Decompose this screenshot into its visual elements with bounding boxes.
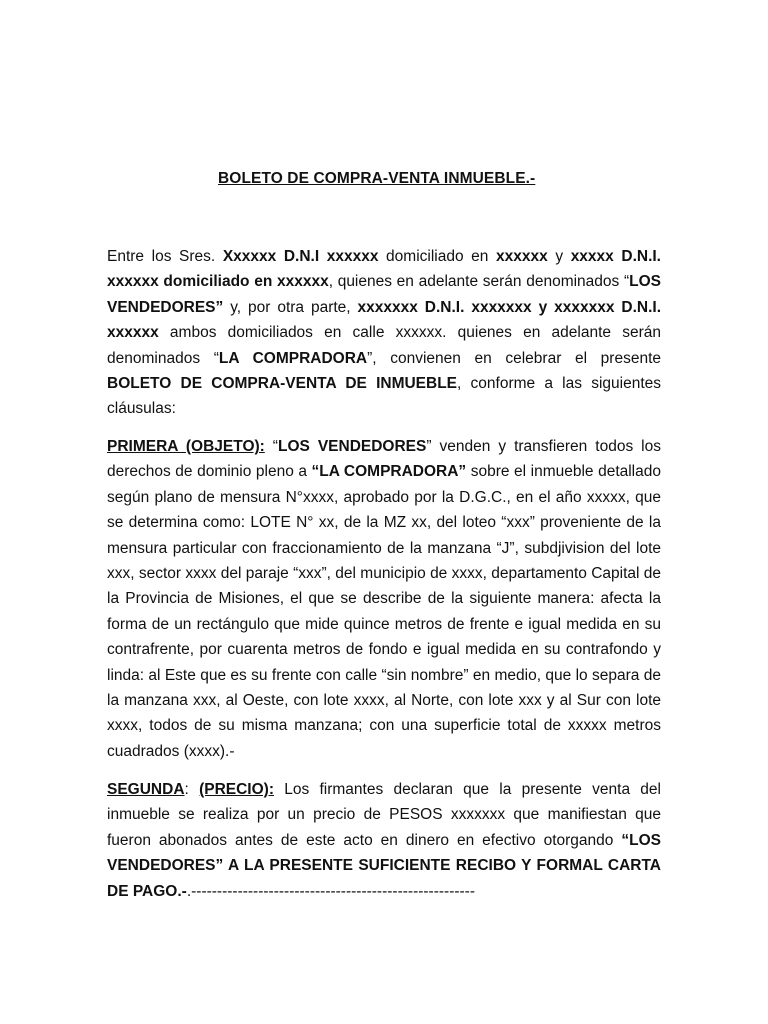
seller-2-id: xxxxx D.N.I. xxxxxx domiciliado en xxxxxx xyxy=(107,248,661,291)
seller-1-address: xxxxxx xyxy=(496,248,548,265)
buyers-id: xxxxxxx D.N.I. xxxxxxx y xxxxxxx D.N.I. xxxxxx xyxy=(107,298,661,342)
clause-segunda-heading: SEGUNDA xyxy=(107,781,185,798)
primera-text-3: sobre el inmueble detallado según plano de mensura N°xxxx, aprobado por la D.G.C., en el año xxxxx, que se determina como: LOTE N° xx, de la MZ xx, del loteo “xxx” proveniente de la mensura particular con fraccionamiento de la manzana “J”, subdjivision del lote xxx, sector xxxx del paraje “xxx”, del municipio de xxxx, departamento Capital de la Provincia de Misiones, el que se describe de la siguiente manera: afecta la forma de un rectángulo que mide quince metros de frente e igual medida en su contrafrente, por cuarenta metros de fondo e igual medida en su contrafondo y linda: al Este que es su frente con calle “sin nombre” en medio, que lo separa de la manzana xxx, al Oeste, con lote xxxx, al Norte, con lote xxx y al Sur con lote xxxx, todos de su misma manzana; con una superficie total de xxxxx metros cuadrados (xxxx).- xyxy=(107,463,661,760)
intro-text-8: , conforme a las siguientes cláusulas: xyxy=(107,375,662,418)
intro-text-6: ambos domiciliados en calle xxxxxx. quienes en adelante serán denominados “ xyxy=(107,324,661,367)
primera-text-2: ” venden y transfieren todos los derechos de dominio pleno a xyxy=(107,438,661,481)
clause-primera-heading: PRIMERA (OBJETO): xyxy=(107,438,265,455)
clause-segunda-subheading: (PRECIO): xyxy=(199,781,274,798)
intro-text-2: domiciliado en xyxy=(378,248,497,265)
intro-text-1: Entre los Sres. xyxy=(107,248,223,265)
segunda-text-1: Los firmantes declaran que la presente venta del inmueble se realiza por un precio de PESOS xxxxxxx que manifiestan que fueron abonados antes de este acto en dinero en efectivo otorgando xyxy=(107,781,661,849)
primera-buyer-term: “LA COMPRADORA” xyxy=(311,463,467,481)
seller-1-id: Xxxxxx D.N.I xxxxxx xyxy=(222,248,379,265)
intro-paragraph xyxy=(107,244,661,422)
primera-sellers-term: LOS VENDEDORES xyxy=(277,438,427,455)
buyer-term: LA COMPRADORA xyxy=(218,349,368,367)
segunda-separator: : xyxy=(184,781,200,798)
clause-primera xyxy=(107,434,661,764)
intro-text-5: y, por otra parte, xyxy=(223,298,358,316)
segunda-receipt-text: “LOS VENDEDORES” A LA PRESENTE SUFICIENTE RECIBO Y FORMAL CARTA DE PAGO.- xyxy=(107,831,661,900)
intro-text-3: y xyxy=(547,248,571,265)
contract-name: BOLETO DE COMPRA-VENTA DE INMUEBLE xyxy=(107,375,458,393)
intro-text-7: ”, convienen en celebrar el presente xyxy=(367,349,661,367)
sellers-term: LOS VENDEDORES” xyxy=(107,273,661,316)
primera-text-1: “ xyxy=(264,438,278,455)
clause-segunda xyxy=(107,777,661,904)
document-title: BOLETO DE COMPRA-VENTA INMUEBLE.- xyxy=(218,170,536,187)
intro-text-4: , quienes en adelante serán denominados “ xyxy=(328,273,630,291)
segunda-dash-line: .------------------------------------------------------- xyxy=(186,882,476,900)
